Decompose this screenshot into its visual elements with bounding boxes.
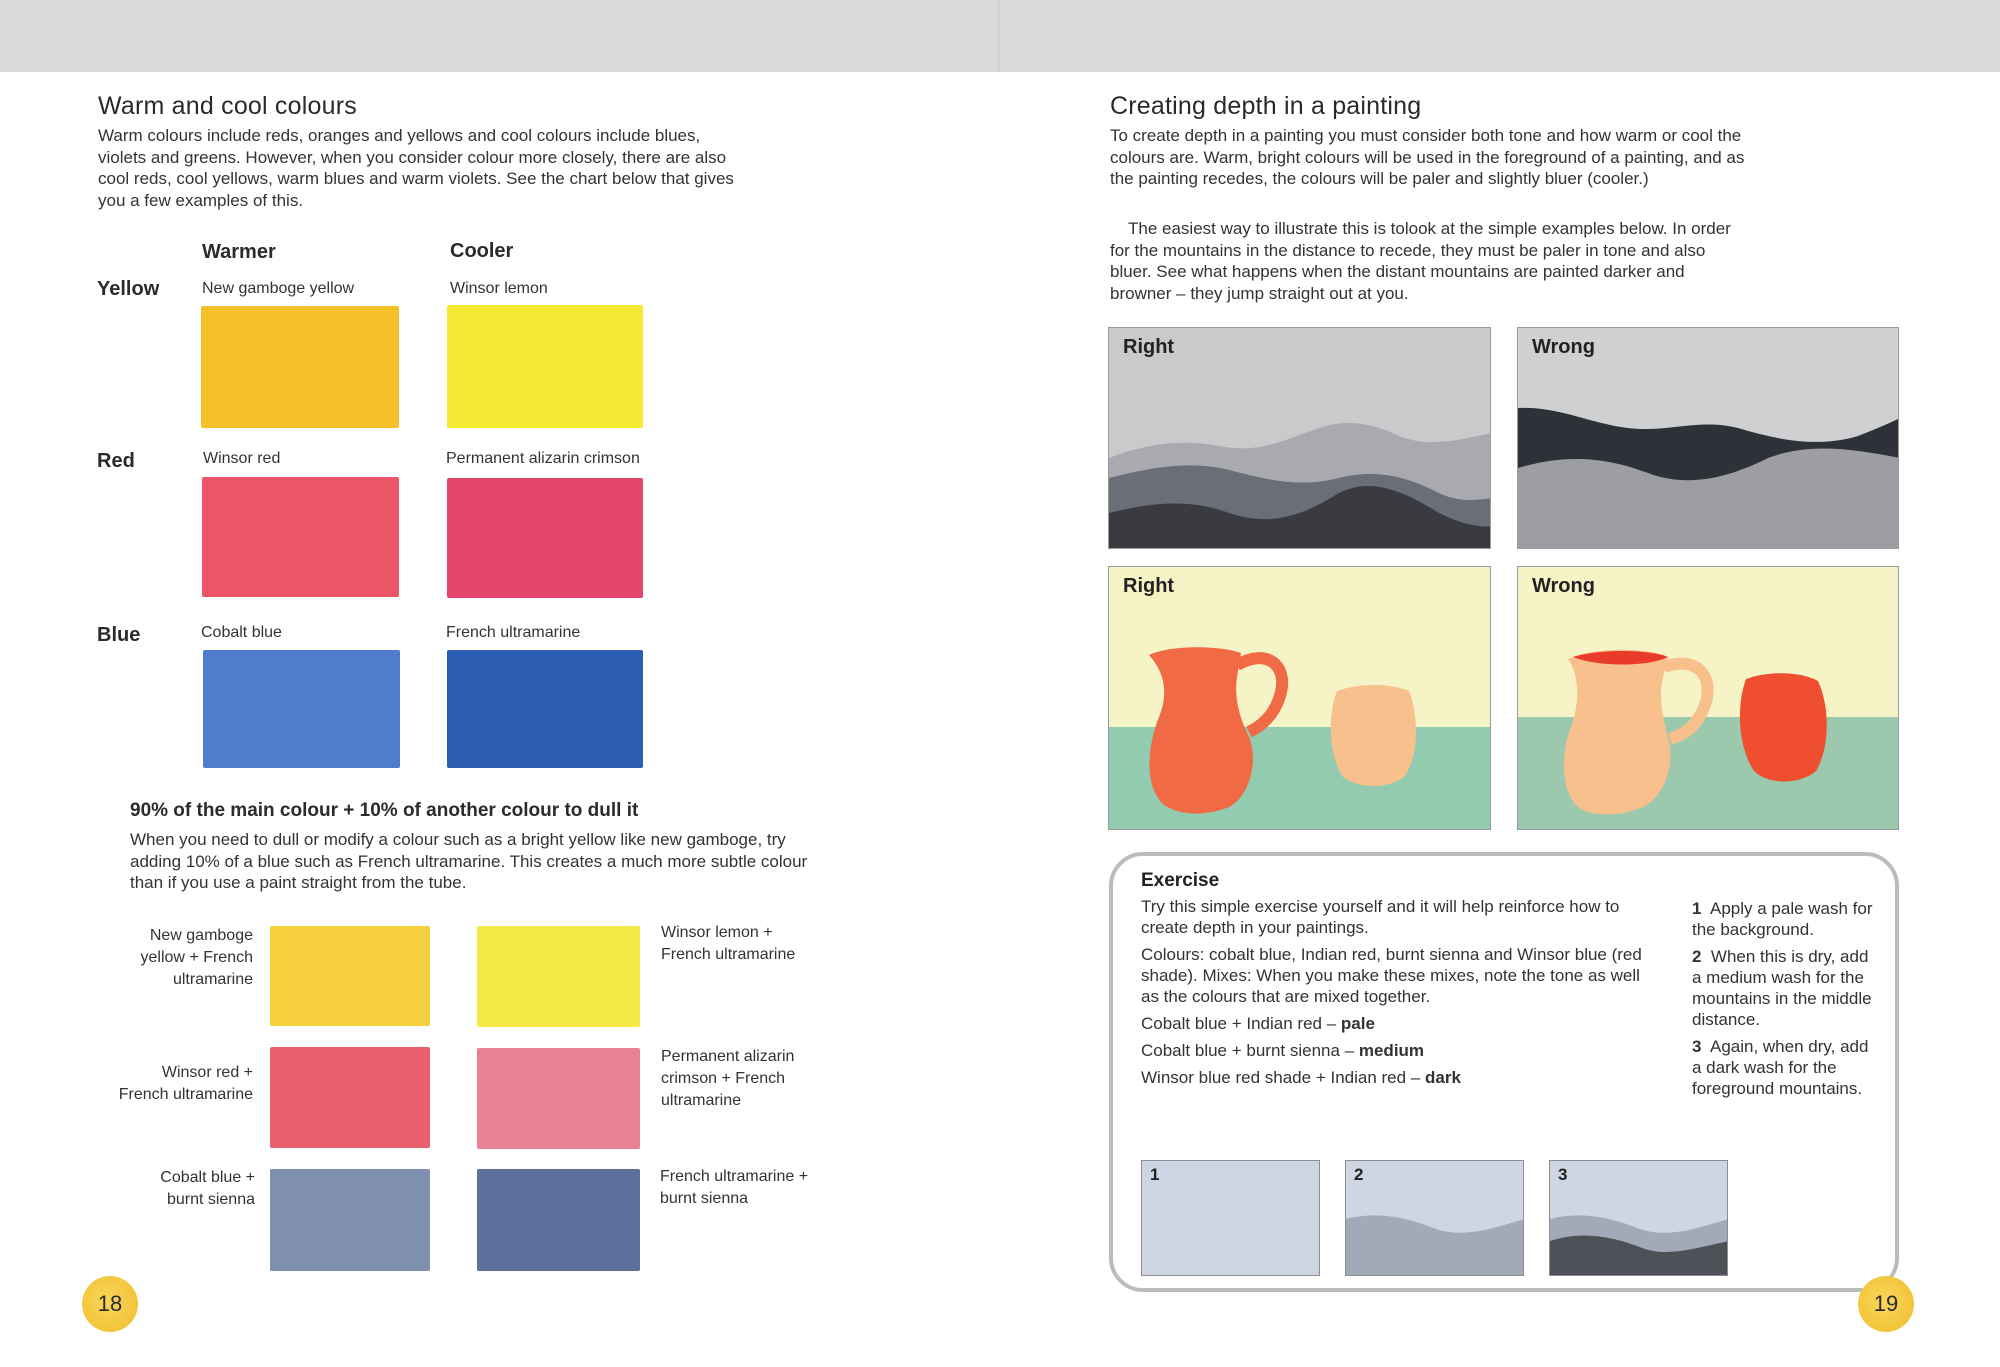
mix-swatch-left-3: [270, 1169, 430, 1271]
swatch-warm-yellow: [201, 306, 399, 428]
painting-mountains-wrong: [1517, 327, 1899, 549]
mix-swatch-right-2: [477, 1048, 640, 1149]
exercise-step-1: 1 Apply a pale wash for the background.: [1692, 899, 1873, 939]
mix-label-left-3: Cobalt blue + burnt sienna: [160, 1169, 255, 1208]
exercise-colours: Colours: cobalt blue, Indian red, burnt sienna and Winsor blue (red shade).: [1141, 945, 1642, 985]
page-number-right: 19: [1858, 1276, 1914, 1332]
exercise-thumb-2: 2: [1345, 1160, 1524, 1276]
swatch-label-warm-blue: Cobalt blue: [201, 624, 282, 641]
swatch-cool-yellow: [447, 305, 643, 428]
page-spine: [998, 0, 1000, 72]
exercise-mixes-note: Mixes: When you make these mixes, note the tone as well as the colours that are mixed together.: [1141, 966, 1640, 1006]
right-para-2: The easiest way to illustrate this is tolook at the simple examples below. In order for the mountains in the distance to recede, they must be paler in tone and also bluer. See what happens when the distant mountains are painted darker and browner – they jump straight out at you.: [1110, 219, 1731, 303]
exercise-intro: Try this simple exercise yourself and it will help reinforce how to create depth in your paintings.: [1141, 897, 1620, 937]
swatch-label-warm-yellow: New gamboge yellow: [202, 280, 355, 297]
painting-jugs-wrong: [1517, 566, 1899, 830]
swatch-label-cool-red: Permanent alizarin crimson: [446, 450, 640, 467]
painting-label-1: Right: [1123, 336, 1175, 358]
top-band: [0, 0, 2000, 72]
page-number-left: 18: [82, 1276, 138, 1332]
painting-jugs-right: [1108, 566, 1491, 830]
mix-label-left-2: Winsor red + French ultramarine: [118, 1064, 253, 1103]
painting-mountains-right: [1108, 327, 1491, 549]
mix-swatch-right-1: [477, 926, 640, 1027]
right-page-title: Creating depth in a painting: [1110, 92, 1422, 120]
exercise-thumb-1: 1: [1141, 1160, 1320, 1276]
mix-label-right-3: French ultramarine + burnt sienna: [660, 1168, 809, 1207]
swatch-cool-blue: [447, 650, 643, 768]
swatch-cool-red: [447, 478, 643, 598]
col-header-cooler: Cooler: [450, 240, 514, 262]
mix-label-right-1: Winsor lemon + French ultramarine: [661, 924, 796, 963]
left-intro: Warm colours include reds, oranges and yellows and cool colours include blues, violets and greens. However, when you consider colour more closely, there are also cool reds, cool yellows, warm blues and warm violets. See the chart below that gives you a few examples of this.: [98, 126, 734, 210]
exercise-box: [1109, 852, 1899, 1292]
swatch-label-cool-yellow: Winsor lemon: [450, 280, 548, 297]
mix-label-right-2: Permanent alizarin crimson + French ultramarine: [661, 1048, 795, 1109]
mix-swatch-left-1: [270, 926, 430, 1026]
exercise-mix-line-2: Cobalt blue + burnt sienna – medium: [1141, 1041, 1425, 1060]
row-label-blue: Blue: [97, 624, 141, 646]
left-page-title: Warm and cool colours: [98, 92, 357, 120]
swatch-warm-blue: [203, 650, 400, 768]
exercise-mix-line-1: Cobalt blue + Indian red – pale: [1141, 1014, 1375, 1033]
exercise-steps: [1692, 898, 1882, 1105]
mix-swatch-left-2: [270, 1047, 430, 1148]
row-label-red: Red: [97, 450, 135, 472]
dull-text: When you need to dull or modify a colour such as a bright yellow like new gamboge, try adding 10% of a blue such as French ultramarine. This creates a much more subtle colour than if you use a paint straight from the tube.: [130, 830, 808, 893]
swatch-label-cool-blue: French ultramarine: [446, 624, 581, 641]
swatch-warm-red: [202, 477, 399, 597]
exercise-thumb-3: 3: [1549, 1160, 1728, 1276]
col-header-warmer: Warmer: [202, 241, 276, 263]
mix-label-left-1: New gamboge yellow + French ultramarine: [140, 927, 253, 988]
painting-label-2: Wrong: [1532, 336, 1595, 358]
exercise-mix-line-3: Winsor blue red shade + Indian red – dark: [1141, 1068, 1461, 1087]
mix-swatch-right-3: [477, 1169, 640, 1271]
dull-heading: 90% of the main colour + 10% of another colour to dull it: [130, 800, 639, 821]
exercise-text: [1141, 896, 1661, 1094]
painting-label-3: Right: [1123, 575, 1175, 597]
exercise-step-3: 3 Again, when dry, add a dark wash for the foreground mountains.: [1692, 1037, 1869, 1098]
exercise-title: Exercise: [1141, 870, 1220, 891]
swatch-label-warm-red: Winsor red: [203, 450, 281, 467]
painting-label-4: Wrong: [1532, 575, 1595, 597]
exercise-step-2: 2 When this is dry, add a medium wash for the mountains in the middle distance.: [1692, 947, 1872, 1029]
row-label-yellow: Yellow: [97, 278, 160, 300]
right-para-1: To create depth in a painting you must consider both tone and how warm or cool the colours are. Warm, bright colours will be used in the foreground of a painting, and as the painting recedes, the colours will be paler and slightly bluer (cooler.): [1110, 126, 1745, 189]
